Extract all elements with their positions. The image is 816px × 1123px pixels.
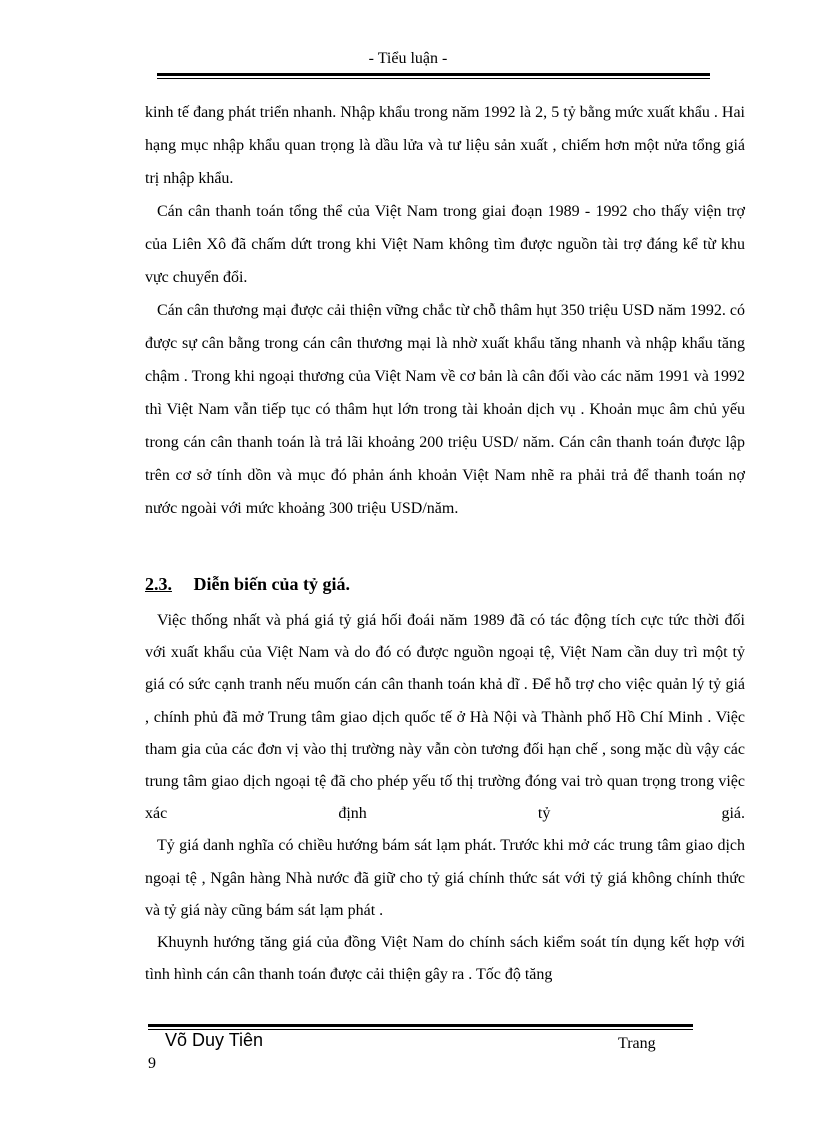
paragraph: Cán cân thương mại được cải thiện vững chắc từ chỗ thâm hụt 350 triệu USD năm 1992. có được sự cân bằng trong cán cân thương mại là nhờ xuất khẩu tăng nhanh và nhập khẩu tăng chậm . Trong khi ngoại thương của Việt Nam về cơ bản là cân đối vào các năm 1991 và 1992 thì Việt Nam vẫn tiếp tục có thâm hụt lớn trong tài khoản dịch vụ . Khoản mục âm chủ yếu trong cán cân thanh toán là trả lãi khoảng 200 triệu USD/ năm. Cán cân thanh toán được lập trên cơ sở tính dồn và mục đó phản ánh khoản Việt Nam nhẽ ra phải trả để thanh toán nợ nước ngoài với mức khoảng 300 triệu USD/năm. <box>145 302 745 517</box>
paragraph: Khuynh hướng tăng giá của đồng Việt Nam do chính sách kiểm soát tín dụng kết hợp với tình hình cán cân thanh toán được cải thiện gây ra . Tốc độ tăng <box>145 934 745 984</box>
header-title: - Tiểu luận - <box>368 50 448 67</box>
section-heading <box>145 574 350 595</box>
paragraph: Tỷ giá danh nghĩa có chiều hướng bám sát lạm phát. Trước khi mở các trung tâm giao dịch ngoại tệ , Ngân hàng Nhà nước đã giữ cho tỷ giá chính thức sát với tỷ giá không chính thức và tỷ giá này cũng bám sát lạm phát . <box>145 837 745 919</box>
footer-rule <box>148 1024 693 1027</box>
header-rule-thin <box>157 78 710 79</box>
body-text-bottom <box>145 605 745 991</box>
paragraph: Việc thống nhất và phá giá tỷ giá hối đoái năm 1989 đã có tác động tích cực tức thời đối với xuất khẩu của Việt Nam và do đó có được nguồn ngoại tệ, Việt Nam cần duy trì một tỷ giá có sức cạnh tranh nếu muốn cán cân thanh toán khả dĩ . Để hỗ trợ cho việc quản lý tỷ giá , chính phủ đã mở Trung tâm giao dịch quốc tế ở Hà Nội và Thành phố Hồ Chí Minh . Việc tham gia của các đơn vị vào thị trường này vẫn còn tương đối hạn chế , song mặc dù vậy các trung tâm giao dịch ngoại tệ đã cho phép yếu tố thị trường đóng vai trò quan trọng trong việc xác định tỷ giá. <box>145 612 745 823</box>
body-text-top <box>145 96 745 525</box>
footer-trang-label: Trang <box>618 1035 656 1052</box>
header-rule <box>157 73 710 76</box>
section-title: Diễn biến của tỷ giá. <box>193 574 351 594</box>
page-number: 9 <box>148 1055 156 1072</box>
paragraph: Cán cân thanh toán tổng thể của Việt Nam trong giai đoạn 1989 - 1992 cho thấy viện trợ của Liên Xô đã chấm dứt trong khi Việt Nam không tìm được nguồn tài trợ đáng kể từ khu vực chuyển đổi. <box>145 203 745 286</box>
footer-author: Võ Duy Tiên <box>165 1030 264 1050</box>
paragraph: kinh tế đang phát triển nhanh. Nhập khẩu trong năm 1992 là 2, 5 tỷ bằng mức xuất khẩu . Hai hạng mục nhập khẩu quan trọng là dầu lửa và tư liệu sản xuất , chiếm hơn một nửa tổng giá trị nhập khẩu. <box>145 104 745 187</box>
section-number: 2.3. <box>145 574 172 594</box>
